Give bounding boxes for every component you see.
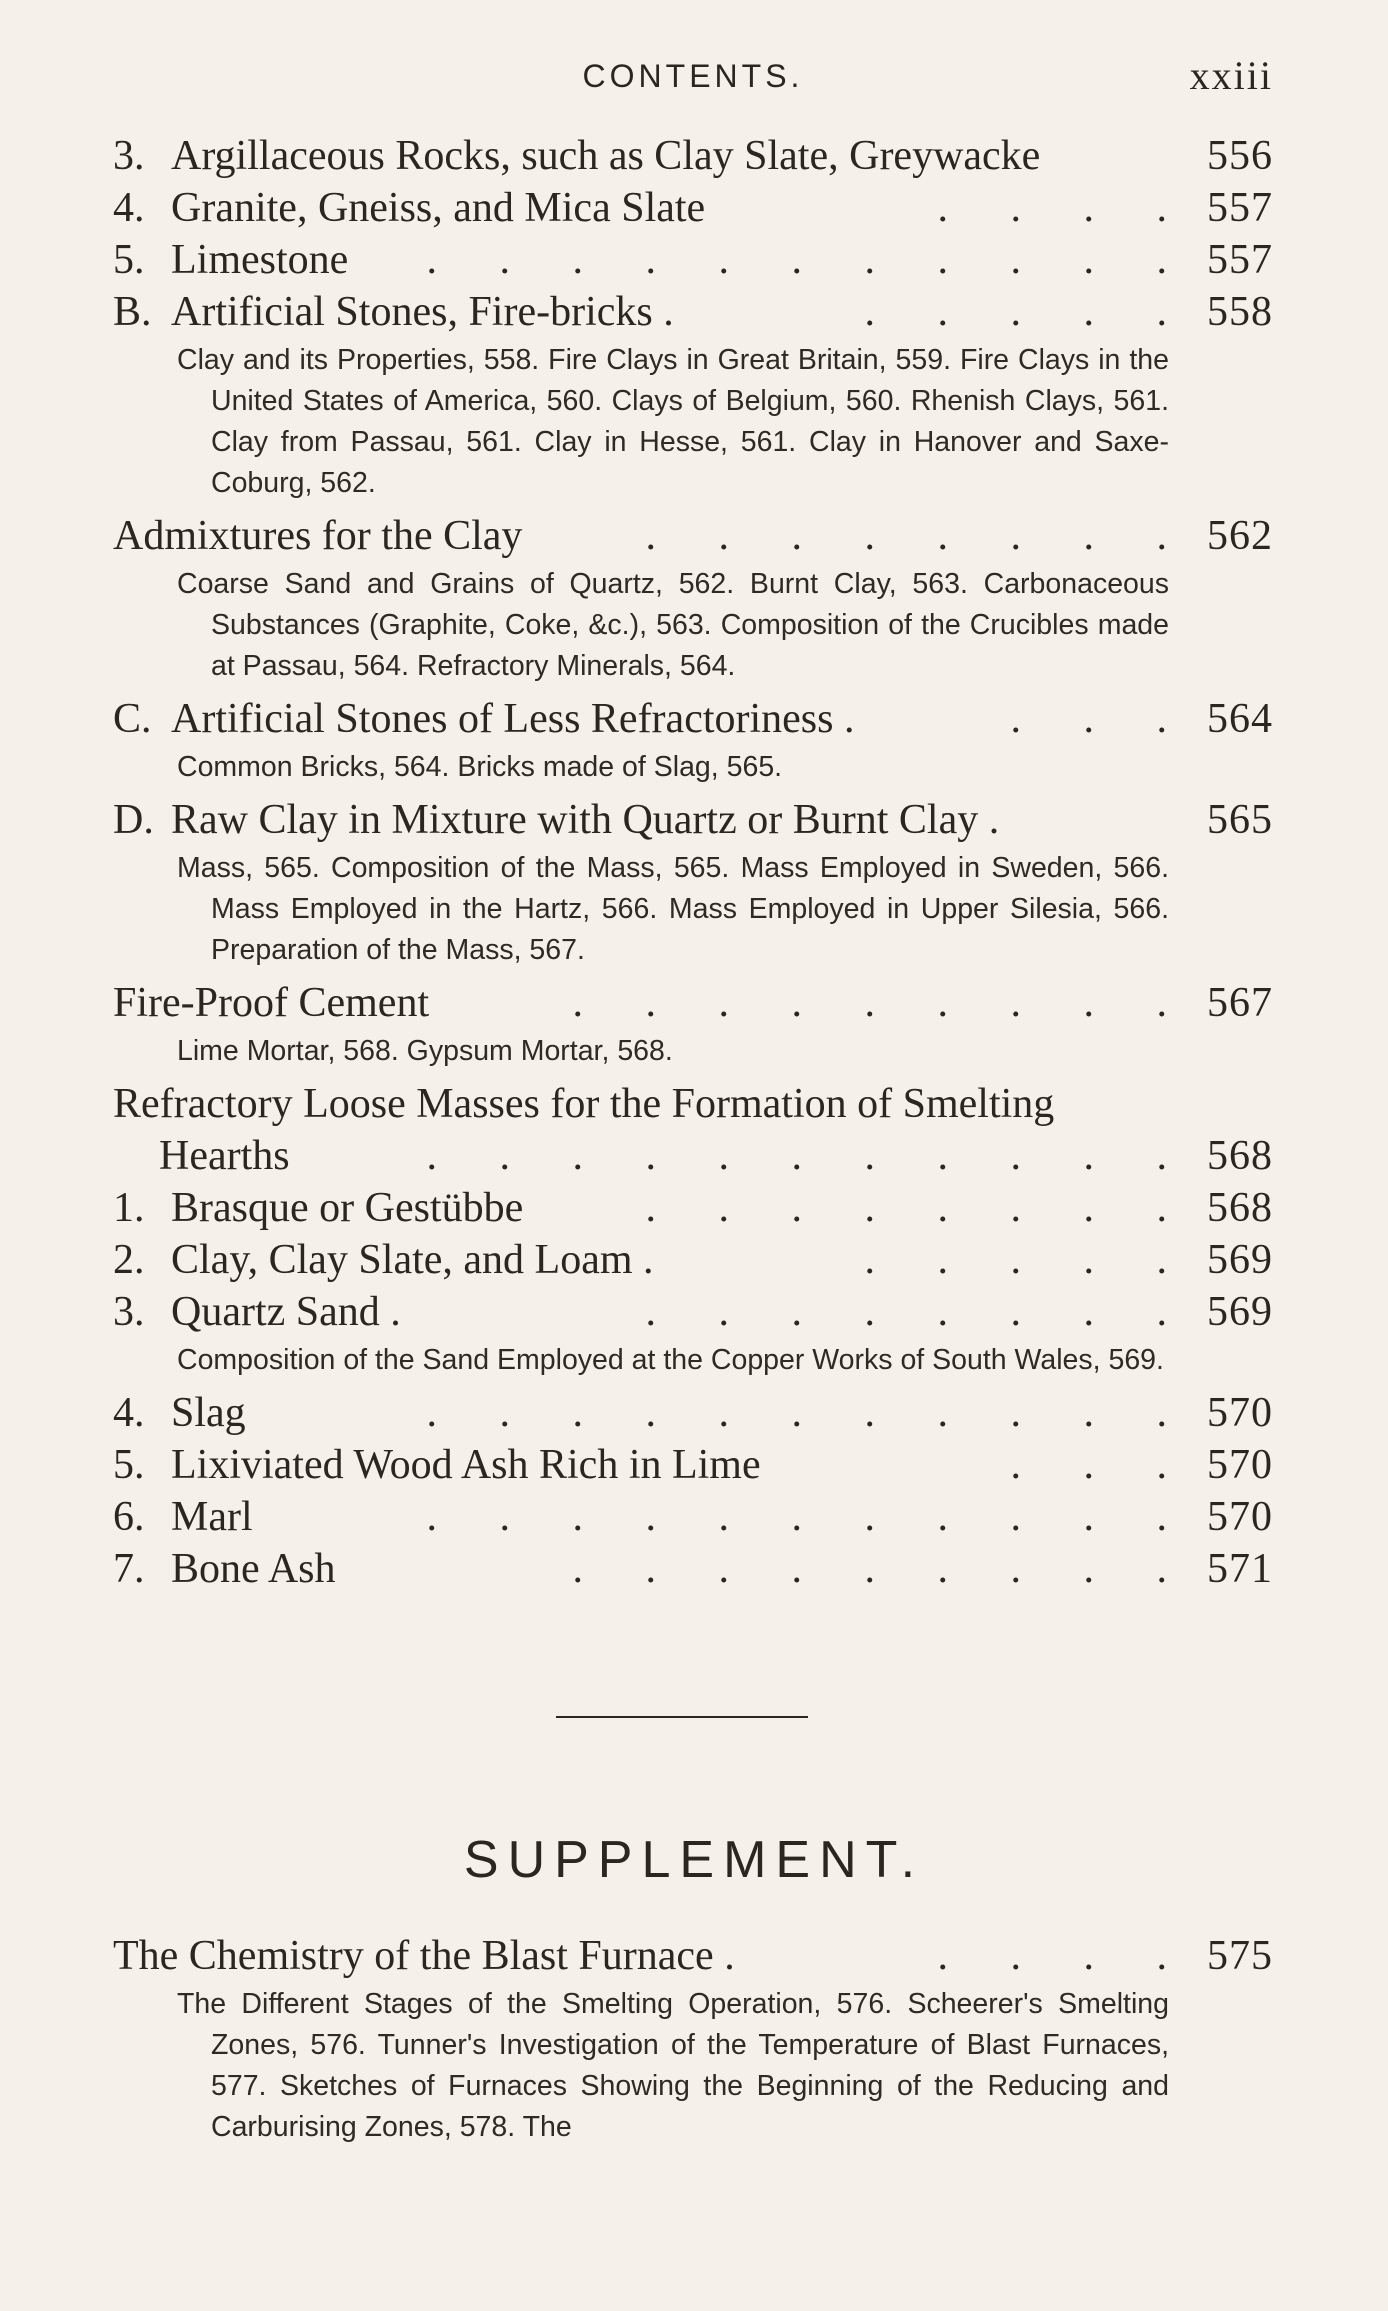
- entry-number: 3.: [113, 1289, 145, 1335]
- entry-label: Hearths: [159, 1133, 290, 1179]
- entry-label: Granite, Gneiss, and Mica Slate: [171, 185, 706, 231]
- leader-dots: . . . . . . . . .: [572, 980, 1193, 1026]
- header-title: CONTENTS.: [582, 58, 804, 94]
- toc-entry: [113, 130, 1273, 182]
- toc-entry: [113, 1543, 1273, 1595]
- entry-page: 567: [1207, 980, 1273, 1026]
- toc-entry: [113, 1286, 1273, 1338]
- entry-label: Clay, Clay Slate, and Loam .: [171, 1237, 654, 1283]
- entry-number: 6.: [113, 1494, 145, 1540]
- entry-page: 570: [1207, 1442, 1273, 1488]
- entry-page: 557: [1207, 185, 1273, 231]
- entry-number: 5.: [113, 237, 145, 283]
- entry-number: 3.: [113, 133, 145, 179]
- supplement-list: [113, 1930, 1273, 2154]
- leader-dots: . . . . .: [864, 289, 1193, 335]
- entry-page: 569: [1207, 1237, 1273, 1283]
- leader-dots: . . . . . . . .: [645, 513, 1193, 559]
- entry-page: 562: [1207, 513, 1273, 559]
- entry-page: 575: [1207, 1933, 1273, 1979]
- entry-number: 7.: [113, 1546, 145, 1592]
- toc-entry: [113, 1491, 1273, 1543]
- entry-number: 1.: [113, 1185, 145, 1231]
- entry-number: 5.: [113, 1442, 145, 1488]
- leader-dots: . . . . .: [864, 1237, 1193, 1283]
- toc-entry: [113, 234, 1273, 286]
- supplement-heading: SUPPLEMENT.: [463, 1831, 925, 1889]
- header-page-number: xxiii: [1189, 53, 1273, 98]
- entry-label: Brasque or Gestübbe: [171, 1185, 524, 1231]
- toc-entry: [113, 1387, 1273, 1439]
- toc-entry: [113, 794, 1273, 846]
- entry-page: 571: [1207, 1546, 1273, 1592]
- entry-subtopics: The Different Stages of the Smelting Operation, 576. Scheerer's Smelting Zones, 576. Tunner's Investigation of the Temperature of Blast Furnaces, 577. Sketches of Furnaces Showing the Beginning of the Reducing and Carburising Zones, 578. The: [177, 1988, 1169, 2143]
- entry-page: 570: [1207, 1494, 1273, 1540]
- entry-label: Artificial Stones of Less Refractoriness .: [171, 696, 855, 742]
- leader-dots: . . .: [1010, 696, 1193, 742]
- entry-page: 568: [1207, 1133, 1273, 1179]
- toc-entry: [113, 1234, 1273, 1286]
- entry-number: D.: [113, 797, 154, 843]
- leader-dots: . . . .: [937, 1933, 1193, 1979]
- leader-dots: . . .: [1010, 1442, 1193, 1488]
- toc-entry: [113, 286, 1273, 338]
- entry-page: 558: [1207, 289, 1273, 335]
- entry-label: Argillaceous Rocks, such as Clay Slate, Greywacke: [171, 133, 1041, 179]
- entry-number: 2.: [113, 1237, 145, 1283]
- entry-number: 4.: [113, 185, 145, 231]
- entry-number: B.: [113, 289, 152, 335]
- entry-label: Lixiviated Wood Ash Rich in Lime: [171, 1442, 761, 1488]
- toc-entry: [113, 1130, 1273, 1182]
- entry-label: Marl: [171, 1494, 253, 1540]
- entry-subtopics: Lime Mortar, 568. Gypsum Mortar, 568.: [177, 1035, 673, 1067]
- leader-dots: . . . . . . . .: [645, 1185, 1193, 1231]
- entry-subtopics: Common Bricks, 564. Bricks made of Slag, 565.: [177, 751, 783, 783]
- entry-page: 557: [1207, 237, 1273, 283]
- leader-dots: . . . . . . . . .: [572, 1546, 1193, 1592]
- entry-label: Artificial Stones, Fire-bricks .: [171, 289, 674, 335]
- entry-label: Quartz Sand .: [171, 1289, 401, 1335]
- entry-subtopics: Composition of the Sand Employed at the Copper Works of South Wales, 569.: [177, 1344, 1164, 1376]
- running-header: [113, 52, 1273, 102]
- entry-page: 570: [1207, 1390, 1273, 1436]
- entry-page: 556: [1207, 133, 1273, 179]
- entry-label: Limestone: [171, 237, 349, 283]
- entry-page: 564: [1207, 696, 1273, 742]
- entry-label: Raw Clay in Mixture with Quartz or Burnt Clay .: [171, 797, 1000, 843]
- toc-entry: [113, 182, 1273, 234]
- entry-number: C.: [113, 696, 152, 742]
- leader-dots: . . . . . . . . . . .: [426, 1494, 1193, 1540]
- leader-dots: . . . . . . . . . . .: [426, 1390, 1193, 1436]
- entry-page: 568: [1207, 1185, 1273, 1231]
- entry-label: Admixtures for the Clay: [113, 513, 523, 559]
- toc-entry: [113, 1439, 1273, 1491]
- section-divider: [556, 1716, 808, 1718]
- toc-entry: [113, 1930, 1273, 1982]
- leader-dots: . . . .: [937, 185, 1193, 231]
- entry-page: 569: [1207, 1289, 1273, 1335]
- entry-label: Bone Ash: [171, 1546, 336, 1592]
- contents-list: [113, 130, 1273, 1595]
- entry-label: Slag: [171, 1390, 246, 1436]
- entry-label-line: Refractory Loose Masses for the Formation of Smelting: [113, 1081, 1055, 1127]
- entry-subtopics: Mass, 565. Composition of the Mass, 565. Mass Employed in Sweden, 566. Mass Employed in the Hartz, 566. Mass Employed in Upper Silesia, 566. Preparation of the Mass, 567.: [177, 852, 1169, 966]
- entry-label: The Chemistry of the Blast Furnace .: [113, 1933, 735, 1979]
- leader-dots: . . . . . . . .: [645, 1289, 1193, 1335]
- leader-dots: . . . . . . . . . . .: [426, 237, 1193, 283]
- entry-number: 4.: [113, 1390, 145, 1436]
- entry-subtopics: Coarse Sand and Grains of Quartz, 562. Burnt Clay, 563. Carbonaceous Substances (Graphite, Coke, &c.), 563. Composition of the Crucibles made at Passau, 564. Refractory Minerals, 564.: [177, 568, 1169, 682]
- entry-subtopics: Clay and its Properties, 558. Fire Clays in Great Britain, 559. Fire Clays in the United States of America, 560. Clays of Belgium, 560. Rhenish Clays, 561. Clay from Passau, 561. Clay in Hesse, 561. Clay in Hanover and Saxe-Coburg, 562.: [177, 344, 1169, 499]
- leader-dots: . . . . . . . . . . .: [426, 1133, 1193, 1179]
- entry-label: Fire-Proof Cement: [113, 980, 430, 1026]
- toc-entry: [113, 977, 1273, 1029]
- toc-entry: [113, 1182, 1273, 1234]
- entry-page: 565: [1207, 797, 1273, 843]
- toc-entry: [113, 693, 1273, 745]
- toc-entry: [113, 510, 1273, 562]
